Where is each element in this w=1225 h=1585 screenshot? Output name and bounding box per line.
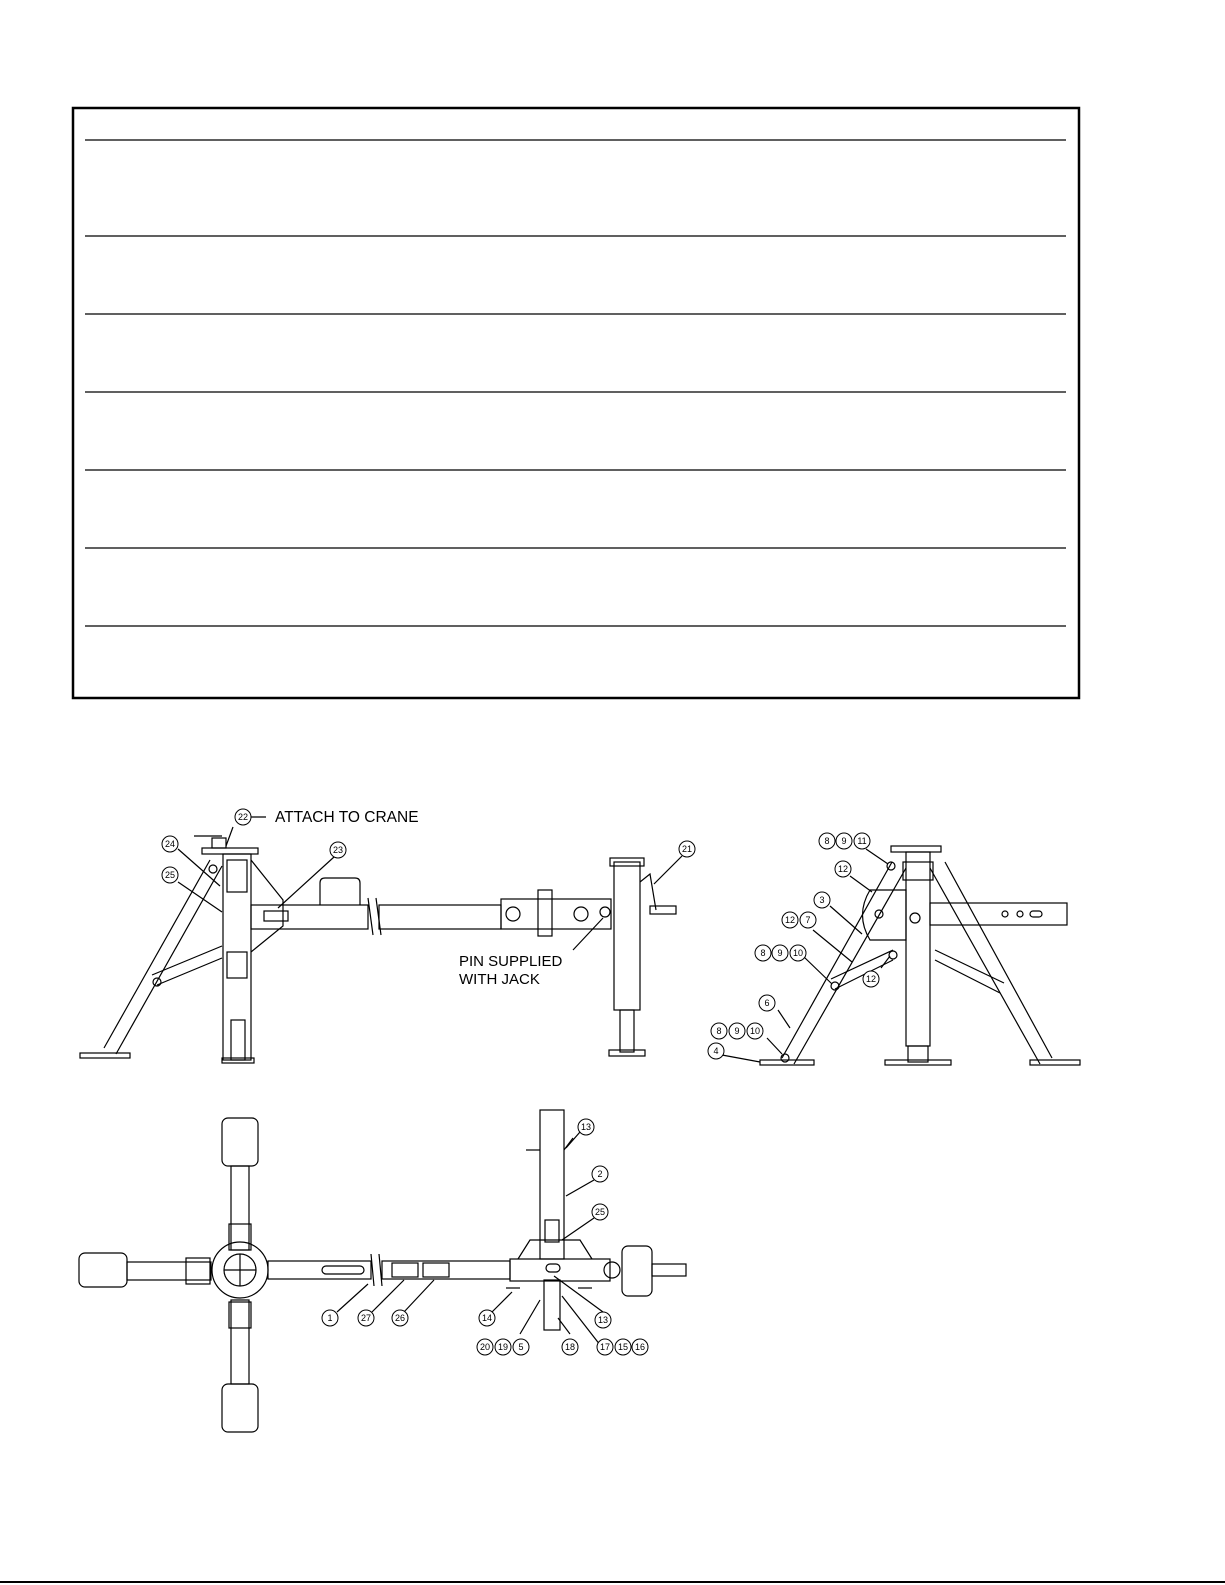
label-plate [392, 1263, 418, 1277]
foot-pad [222, 1384, 258, 1432]
leader-line [492, 1292, 512, 1312]
leader-line [654, 856, 682, 884]
break-lines [371, 1254, 382, 1286]
hole [574, 907, 588, 921]
leg [945, 862, 1052, 1058]
leader-line [722, 1055, 760, 1062]
callout-2: 2 [597, 1169, 603, 1179]
title-block-border [73, 108, 1079, 698]
crank-hub [212, 838, 226, 848]
jack-crank [640, 874, 656, 910]
leader-line [226, 827, 233, 846]
callout-24: 24 [164, 839, 176, 849]
leg [231, 1300, 249, 1384]
callout-14: 14 [481, 1313, 493, 1323]
gusset [518, 1240, 592, 1259]
leader-line [562, 1218, 594, 1240]
leader-line [372, 1280, 404, 1312]
callout-23: 23 [332, 845, 344, 855]
annotation-attach-to-crane: ATTACH TO CRANE [275, 809, 419, 826]
lift-handle [320, 878, 360, 905]
leader-line [337, 1284, 368, 1312]
brace [152, 946, 222, 975]
jack-foot [609, 1050, 645, 1056]
jack-inner-tube [620, 1010, 634, 1052]
callout-11: 11 [857, 836, 867, 846]
leader-line [566, 1180, 594, 1196]
leader-line [520, 1300, 540, 1334]
crank-hub [604, 1262, 620, 1278]
leader-line [850, 876, 872, 892]
callout-12: 12 [784, 915, 796, 925]
leader-line [178, 882, 222, 912]
foot-pad [79, 1253, 127, 1287]
leader-line [404, 1280, 434, 1312]
callout-15: 15 [617, 1342, 629, 1352]
callout-13: 13 [580, 1122, 592, 1132]
bolt [209, 865, 217, 873]
bolt [889, 951, 897, 959]
callout-3: 3 [819, 895, 825, 905]
hole [1002, 911, 1008, 917]
callout-8: 8 [760, 948, 766, 958]
pin-slot [546, 1264, 560, 1272]
leader-line [830, 906, 862, 934]
leader-line [778, 1010, 790, 1028]
callout-9: 9 [734, 1026, 740, 1036]
label-plate [423, 1263, 449, 1277]
mast-collar [903, 862, 933, 880]
diagonal-leg [104, 860, 210, 1048]
callout-22: 22 [237, 812, 249, 822]
callout-13: 13 [597, 1315, 609, 1325]
diagonal-leg [116, 866, 222, 1054]
leader-line [573, 918, 603, 950]
annotation-with-jack: WITH JACK [459, 971, 540, 988]
foot-pad [222, 1118, 258, 1166]
leader-line [813, 930, 852, 962]
leader-line [767, 1038, 782, 1054]
boom-section [379, 905, 501, 929]
boom-section [251, 905, 368, 929]
leader-line [804, 957, 832, 984]
leg [127, 1262, 211, 1280]
callout-25: 25 [594, 1207, 606, 1217]
callout-17: 17 [599, 1342, 611, 1352]
callout-12: 12 [865, 974, 877, 984]
leg-collar [229, 1302, 251, 1328]
jack-tube [614, 862, 640, 1010]
boom-section [268, 1261, 371, 1279]
gusset [251, 860, 283, 952]
callout-8: 8 [716, 1026, 722, 1036]
mount-plate [202, 848, 258, 854]
mast-foot [231, 1020, 245, 1060]
pin [564, 1138, 573, 1150]
mast-collar-upper [227, 860, 247, 892]
mount-plate [891, 846, 941, 852]
title-block [73, 108, 1079, 698]
callout-16: 16 [634, 1342, 646, 1352]
side-elevation-view [80, 817, 682, 1063]
callouts [162, 809, 879, 1355]
callout-9: 9 [841, 836, 847, 846]
callout-26: 26 [394, 1313, 406, 1323]
bolt [910, 913, 920, 923]
hole [1017, 911, 1023, 917]
callout-1: 1 [327, 1313, 333, 1323]
pin [600, 907, 610, 917]
plan-view [79, 1110, 686, 1432]
leader-line [866, 849, 888, 864]
callout-12: 12 [837, 864, 849, 874]
leader-line [278, 857, 334, 908]
mast-collar-lower [227, 952, 247, 978]
callout-18: 18 [564, 1342, 576, 1352]
callout-5: 5 [518, 1342, 524, 1352]
boom [930, 903, 1067, 925]
callout-7: 7 [805, 915, 811, 925]
callout-10: 10 [792, 948, 804, 958]
brace [157, 958, 222, 985]
boom-section [382, 1261, 510, 1279]
jack-crank-handle [650, 906, 676, 914]
jack-tube [540, 1110, 564, 1259]
callout-20: 20 [479, 1342, 491, 1352]
jack-collar [545, 1220, 559, 1242]
callout-21: 21 [681, 844, 693, 854]
leg-foot-pad [80, 1053, 130, 1058]
leg [231, 1166, 249, 1250]
callout-6: 6 [764, 998, 770, 1008]
callout-10: 10 [749, 1026, 761, 1036]
callout-8: 8 [824, 836, 830, 846]
annotation-pin-supplied: PIN SUPPLIED [459, 953, 563, 970]
leg-collar [229, 1224, 251, 1250]
mast [906, 852, 930, 1046]
hole [506, 907, 520, 921]
leg [794, 868, 906, 1064]
jack-foot [622, 1246, 652, 1296]
slot [322, 1266, 364, 1274]
callout-25: 25 [164, 870, 176, 880]
pin-assembly [544, 1280, 560, 1330]
leader-line [566, 1132, 580, 1148]
jack-mount [501, 899, 611, 929]
slot [1030, 911, 1042, 917]
label-plate [264, 911, 288, 921]
callout-9: 9 [777, 948, 783, 958]
callout-4: 4 [713, 1046, 719, 1056]
crank-handle [652, 1264, 686, 1276]
callout-19: 19 [497, 1342, 509, 1352]
callout-27: 27 [360, 1313, 372, 1323]
